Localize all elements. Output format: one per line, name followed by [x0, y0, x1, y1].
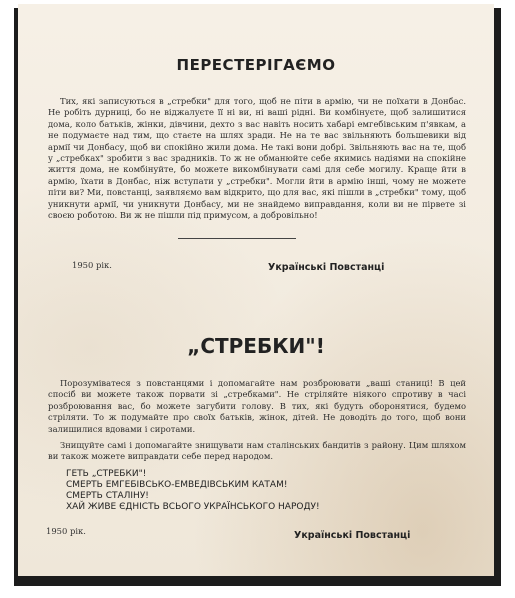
slogans-list [66, 469, 466, 513]
handwritten-underline [178, 238, 296, 239]
paragraph-warning: Тих, які записуються в „стребки" для того, щоб не піти в армію, чи не поїхати в Донбас. Не робіть дурниці, бо не віджалуєте її ні ви, ні ваші рідні. Ви комбінуєте, щоб залишитися дома, коло батьків, жінки, дівчини, дехто з вас навіть носить хабарі емгебівським п'явкам, а не подумаєте над тим, що стаєте на шлях зради. Не на те вас звільняють большевики від армії чи Донбасу, щоб ви спокійно жили дома. Не такі вони добрі. Звільняють вас на те, щоб у „стребках" зробити з вас зрадників. То ж не обманюйте себе якимись надіями на спокійне життя дома, не комбінуйте, бо можете викомбінувати самі для себе могилу. Краще йти в армію, їхати в Донбас, ніж вступати у „стребки". Могли йти в армію інші, чому не можете піти ви? Ми, повстанці, заявляємо вам відкрито, що для вас, які пішли в „стребки" тому, щоб уникнути армії, чи уникнути Донбасу, ми не знайдемо виправдання, коли ви не пірвете зі своєю роботою. Ви ж не пішли під примусом, а добровільно! [48, 96, 466, 221]
signature: Українські Повстанці [268, 262, 385, 273]
signature-block-2 [18, 526, 494, 540]
signature-block-1 [18, 260, 494, 274]
leaflet-page [18, 4, 494, 576]
slogan: СМЕРТЬ СТАЛІНУ! [66, 491, 149, 501]
slogan: ХАЙ ЖИВЕ ЄДНІСТЬ ВСЬОГО УКРАЇНСЬКОГО НАРОДУ! [66, 502, 320, 512]
paragraph-appeal: Порозуміватеся з повстанцями і допомагайте нам розброювати „ваші станиці! В цей спосіб ви можете також порвати зі „стребками". Не стріляйте ніякого спротиву в часі розброювання вас, бо можете загубити голову. В тих, які будуть оборонятися, будемо стріляти. То ж подумайте про своїх батьків, жінок, дітей. Не доводіть до того, щоб вони залишилися вдовами і сиротами. [48, 378, 466, 434]
document-title: ПЕРЕСТЕРІГАЄМО [176, 56, 336, 74]
paragraph-call: Знищуйте самі і допомагайте знищувати нам сталінських бандитів з району. Цим шляхом ви також можете виправдати себе перед народом. [48, 440, 466, 462]
date-year: 1950 рік. [72, 260, 112, 270]
date-year: 1950 рік. [46, 526, 86, 536]
slogan: СМЕРТЬ ЕМГЕБІВСЬКО-ЕМВЕДІВСЬКИМ КАТАМ! [66, 480, 288, 490]
section-title: „СТРЕБКИ"! [187, 334, 325, 358]
slogan: ГЕТЬ „СТРЕБКИ"! [66, 469, 147, 479]
signature: Українські Повстанці [294, 530, 411, 541]
